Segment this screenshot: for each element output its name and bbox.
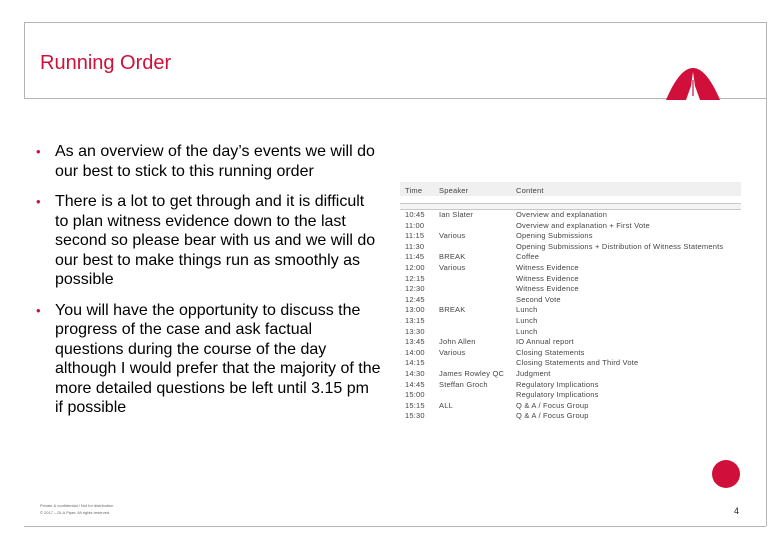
footer-line-2: © 2017 – DLA Piper. All rights reserved. bbox=[40, 510, 111, 515]
table-row bbox=[400, 295, 741, 306]
speaker-cell: James Rowley QC bbox=[439, 368, 505, 378]
running-order-table bbox=[400, 182, 741, 422]
time-cell: 12:45 bbox=[405, 294, 425, 304]
content-cell: Witness Evidence bbox=[516, 273, 579, 283]
content-cell: Coffee bbox=[516, 252, 540, 262]
table-row bbox=[400, 221, 741, 232]
table-row bbox=[400, 390, 741, 401]
table-row bbox=[400, 327, 741, 338]
speaker-cell: Various bbox=[439, 347, 466, 357]
arch-logo-icon bbox=[666, 66, 720, 100]
time-cell: 15:15 bbox=[405, 400, 425, 410]
table-row bbox=[400, 305, 741, 316]
content-cell: Overview and explanation + First Vote bbox=[516, 220, 650, 230]
content-cell: Lunch bbox=[516, 315, 538, 325]
footer-line-1: Private & confidential / Not for distribution bbox=[40, 503, 114, 508]
frame-bottom-border bbox=[24, 526, 766, 527]
table-row bbox=[400, 242, 741, 253]
bullet-item bbox=[36, 192, 381, 290]
content-cell: Witness Evidence bbox=[516, 284, 579, 294]
time-cell: 13:15 bbox=[405, 315, 425, 325]
content-cell: Second Vote bbox=[516, 294, 561, 304]
content-cell: Lunch bbox=[516, 326, 538, 336]
speaker-cell: ALL bbox=[439, 400, 453, 410]
time-cell: 15:00 bbox=[405, 390, 425, 400]
speaker-cell: Ian Slater bbox=[439, 210, 474, 219]
content-cell: Regulatory Implications bbox=[516, 390, 599, 400]
time-cell: 11:30 bbox=[405, 241, 425, 251]
table-row bbox=[400, 263, 741, 274]
table-row bbox=[400, 411, 741, 422]
time-cell: 13:30 bbox=[405, 326, 425, 336]
corner-accent-dot bbox=[712, 460, 740, 488]
content-cell: Overview and explanation bbox=[516, 210, 608, 219]
speaker-cell: Various bbox=[439, 231, 466, 241]
speaker-cell: John Allen bbox=[439, 337, 476, 347]
table-row bbox=[400, 401, 741, 412]
page-number: 4 bbox=[734, 506, 740, 516]
time-cell: 12:15 bbox=[405, 273, 425, 283]
table-body bbox=[400, 210, 741, 422]
time-cell: 11:45 bbox=[405, 252, 425, 262]
speaker-cell: BREAK bbox=[439, 252, 466, 262]
table-row bbox=[400, 369, 741, 380]
bullet-text: As an overview of the day’s events we will do our best to stick to this running order bbox=[55, 143, 375, 180]
table-row bbox=[400, 316, 741, 327]
table-row bbox=[400, 252, 741, 263]
time-cell: 14:30 bbox=[405, 368, 425, 378]
table-row bbox=[400, 210, 741, 221]
time-cell: 10:45 bbox=[405, 210, 425, 219]
content-cell: IO Annual report bbox=[516, 337, 574, 347]
time-cell: 11:00 bbox=[405, 220, 425, 230]
bullet-list bbox=[36, 142, 381, 429]
time-cell: 14:45 bbox=[405, 379, 425, 389]
content-cell: Q & A / Focus Group bbox=[516, 400, 589, 410]
speaker-cell: Various bbox=[439, 262, 466, 272]
bullet-dot-icon: • bbox=[36, 144, 41, 159]
time-header: Time bbox=[405, 186, 423, 195]
table-header-separator bbox=[400, 203, 741, 210]
time-cell: 12:30 bbox=[405, 284, 425, 294]
time-cell: 12:00 bbox=[405, 262, 425, 272]
content-cell: Lunch bbox=[516, 305, 538, 315]
table-row bbox=[400, 284, 741, 295]
table-row bbox=[400, 348, 741, 359]
time-cell: 14:15 bbox=[405, 358, 425, 368]
bullet-dot-icon: • bbox=[36, 194, 41, 209]
content-cell: Regulatory Implications bbox=[516, 379, 599, 389]
time-cell: 11:15 bbox=[405, 231, 425, 241]
content-cell: Q & A / Focus Group bbox=[516, 411, 589, 421]
bullet-text: You will have the opportunity to discuss the progress of the case and ask factual questions during the course of the day although I would prefer that the majority of the more detailed questions be left until 3.15 pm if possible bbox=[55, 301, 381, 416]
content-cell: Closing Statements and Third Vote bbox=[516, 358, 639, 368]
table-row bbox=[400, 274, 741, 285]
content-cell: Witness Evidence bbox=[516, 262, 579, 272]
bullet-text: There is a lot to get through and it is difficult to plan witness evidence down to the last second so please bear with us and we will do our best to make things run as smoothly as possible bbox=[55, 193, 376, 288]
table-row bbox=[400, 231, 741, 242]
bullet-dot-icon: • bbox=[36, 302, 41, 318]
table-row bbox=[400, 380, 741, 391]
bullet-item bbox=[36, 301, 381, 418]
table-row bbox=[400, 358, 741, 369]
page-title: Running Order bbox=[40, 52, 172, 74]
header-divider bbox=[24, 98, 766, 99]
time-cell: 15:30 bbox=[405, 411, 425, 421]
time-cell: 14:00 bbox=[405, 347, 425, 357]
time-cell: 13:00 bbox=[405, 305, 425, 315]
bullet-item bbox=[36, 142, 381, 181]
content-cell: Judgment bbox=[516, 368, 551, 378]
speaker-cell: Steffan Groch bbox=[439, 379, 488, 389]
content-cell: Opening Submissions bbox=[516, 231, 593, 241]
table-row bbox=[400, 337, 741, 348]
speaker-header: Speaker bbox=[439, 186, 469, 195]
frame-top-border bbox=[24, 22, 766, 23]
frame-right-border bbox=[766, 22, 767, 526]
content-cell: Opening Submissions + Distribution of Witness Statements bbox=[516, 241, 724, 251]
speaker-cell: BREAK bbox=[439, 305, 466, 315]
time-cell: 13:45 bbox=[405, 337, 425, 347]
footer bbox=[40, 502, 113, 516]
table-header-row bbox=[400, 182, 741, 196]
frame-left-border bbox=[24, 22, 25, 98]
content-cell: Closing Statements bbox=[516, 347, 585, 357]
content-header: Content bbox=[516, 186, 544, 195]
